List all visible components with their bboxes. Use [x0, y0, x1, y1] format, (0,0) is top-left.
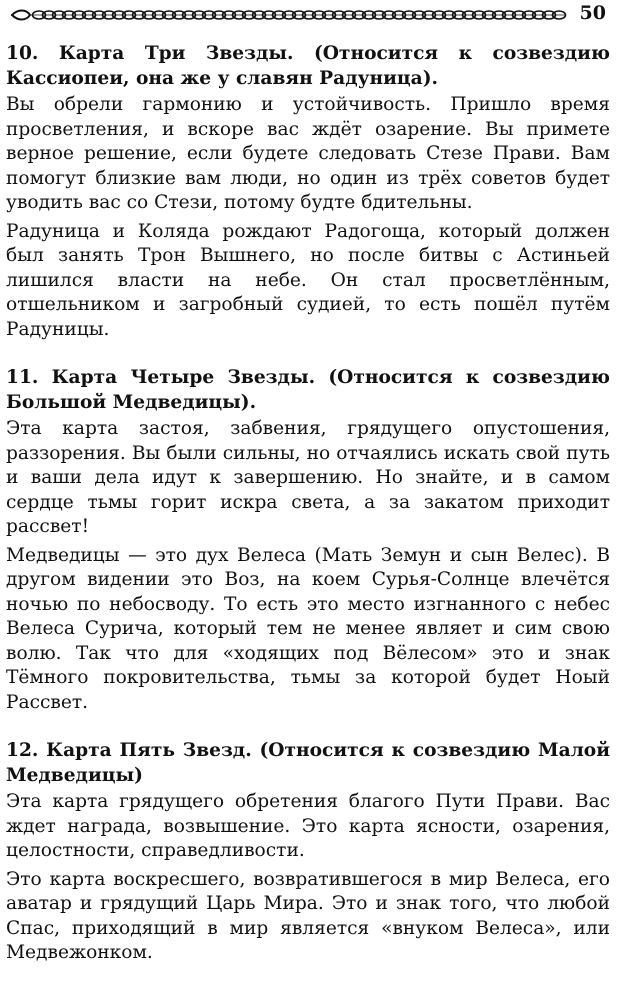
section-card-12	[6, 739, 610, 966]
page-number: 50	[579, 2, 606, 24]
section-heading: 11. Карта Четыре Звезды. (Относится к созвездию Большой Медведицы).	[6, 367, 610, 413]
paragraph: Медведицы — это дух Велеса (Мать Земун и сын Велес). В другом видении это Воз, на коем Сурья-Солнце влечётся ночью по небосводу. То есть это место изгнанного с небес Велеса Сурича, который тем не менее являет и сим свою волю. Так что для «ходящих под Вёлесом» это и знак Тёмного покровительства, тьмы за которой будет Ноый Рассвет.	[6, 544, 610, 713]
paragraph: Вы обрели гармонию и устойчивость. Пришло время просветления, и вскоре вас ждёт озарение. Вы примете верное решение, если будете следовать Стезе Прави. Вам помогут близкие вам люди, но один из трёх советов будет уводить вас со Стези, потому будте бдительны.	[6, 94, 610, 213]
page-header	[6, 0, 610, 34]
section-heading: 12. Карта Пять Звезд. (Относится к созвездию Малой Медведицы)	[6, 740, 610, 786]
paragraph: Эта карта застоя, забвения, грядущего опустошения, раззорения. Вы были сильны, но отчаялись искать свой путь и ваши дела идут к завершению. Но знайте, и в самом сердце тьмы горит искра света, а за закатом приходит рассвет!	[6, 418, 610, 537]
section-card-10	[6, 42, 610, 342]
paragraph: Это карта воскресшего, возвратившегося в мир Велеса, его аватар и грядущий Царь Мира. Это и знак того, что любой Спас, приходящий в мир является «внуком Велеса», или Медвежонком.	[6, 868, 610, 963]
section-card-11	[6, 366, 610, 715]
paragraph: Радуница и Коляда рождают Радогоща, который должен был занять Трон Вышнего, но после битвы с Астиньей лишился власти на небе. Он стал просветлённым, отшельником и загробный судией, то есть пошёл путём Радуницы.	[6, 220, 610, 340]
page-content	[6, 42, 610, 966]
paragraph: Эта карта грядущего обретения благого Пути Прави. Вас ждет награда, возвышение. Это карта ясности, озарения, целостности, справедливости.	[6, 791, 610, 861]
chain-ornament-icon	[10, 9, 570, 21]
section-heading: 10. Карта Три Звезды. (Относится к созвездию Кассиопеи, она же у славян Радуница).	[6, 43, 610, 89]
